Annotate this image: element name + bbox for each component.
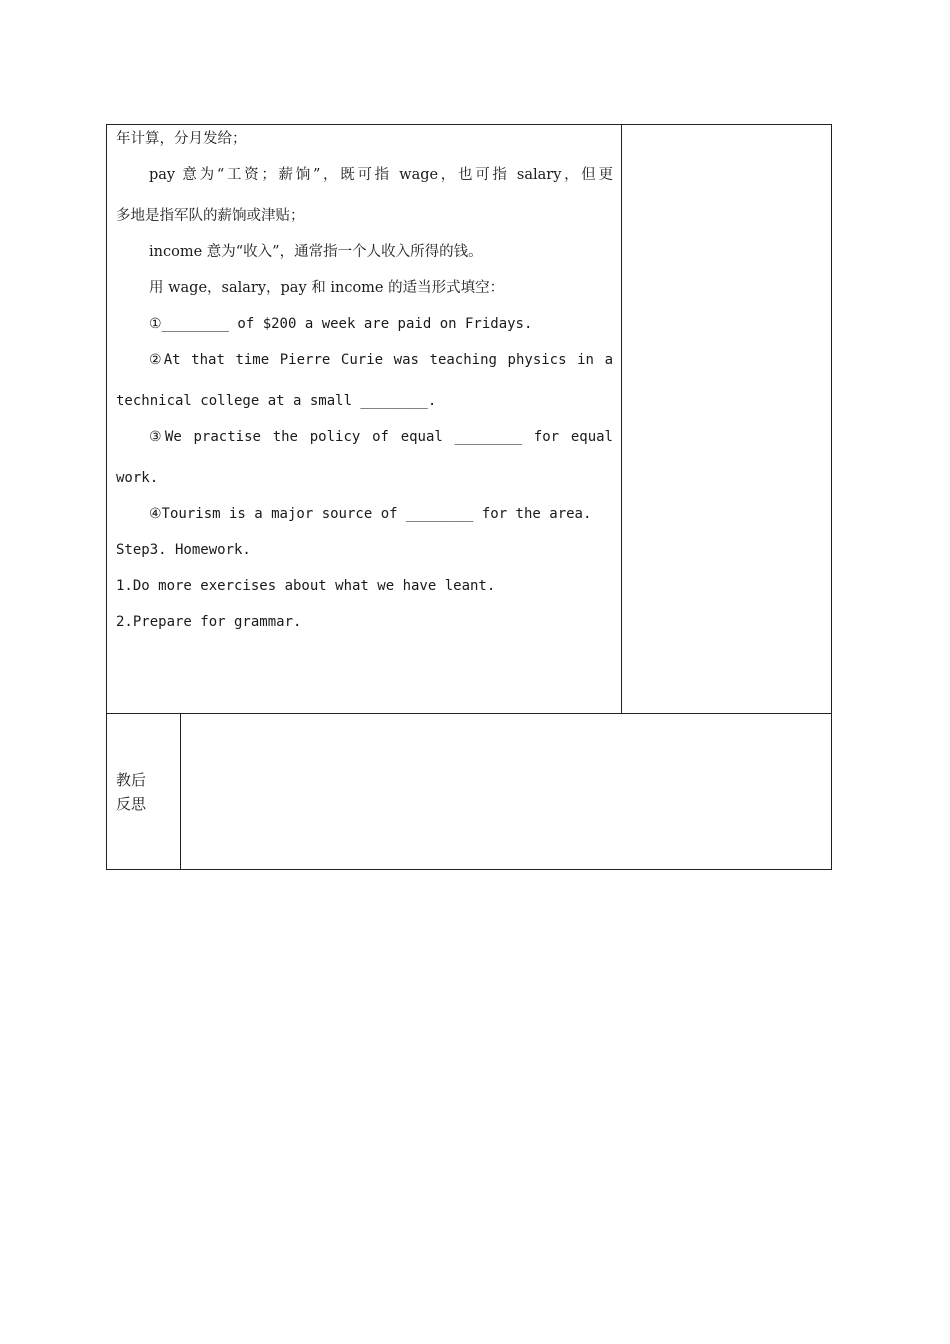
- column-divider: [180, 714, 181, 869]
- exercise-item: work.: [116, 470, 159, 486]
- step-heading: Step3. Homework.: [116, 542, 251, 558]
- text-line: income 意为“收入”，通常指一个人收入所得的钱。: [149, 244, 483, 260]
- column-divider: [621, 125, 622, 713]
- exercise-item: technical college at a small ________.: [116, 393, 437, 409]
- reflection-label: 教后: [116, 771, 147, 789]
- text-line: pay 意为“工资；薪饷”，既可指 wage，也可指 salary，但更: [149, 167, 613, 183]
- reflection-table: [106, 714, 832, 870]
- homework-item: 2.Prepare for grammar.: [116, 614, 302, 630]
- text-line: 多地是指军队的薪饷或津贴；: [116, 208, 305, 224]
- text-line: 用 wage，salary，pay 和 income 的适当形式填空：: [149, 280, 505, 296]
- homework-item: 1.Do more exercises about what we have leant.: [116, 578, 496, 594]
- reflection-label: 反思: [116, 795, 147, 813]
- text-line: 年计算，分月发给；: [116, 131, 247, 147]
- lesson-content-table: [106, 124, 832, 714]
- exercise-item: ④Tourism is a major source of ________ for the area.: [149, 506, 592, 522]
- exercise-item: ②At that time Pierre Curie was teaching physics in a: [149, 352, 613, 368]
- exercise-item: ③We practise the policy of equal ________ for equal: [149, 429, 613, 445]
- exercise-item: ①________ of $200 a week are paid on Fridays.: [149, 316, 533, 332]
